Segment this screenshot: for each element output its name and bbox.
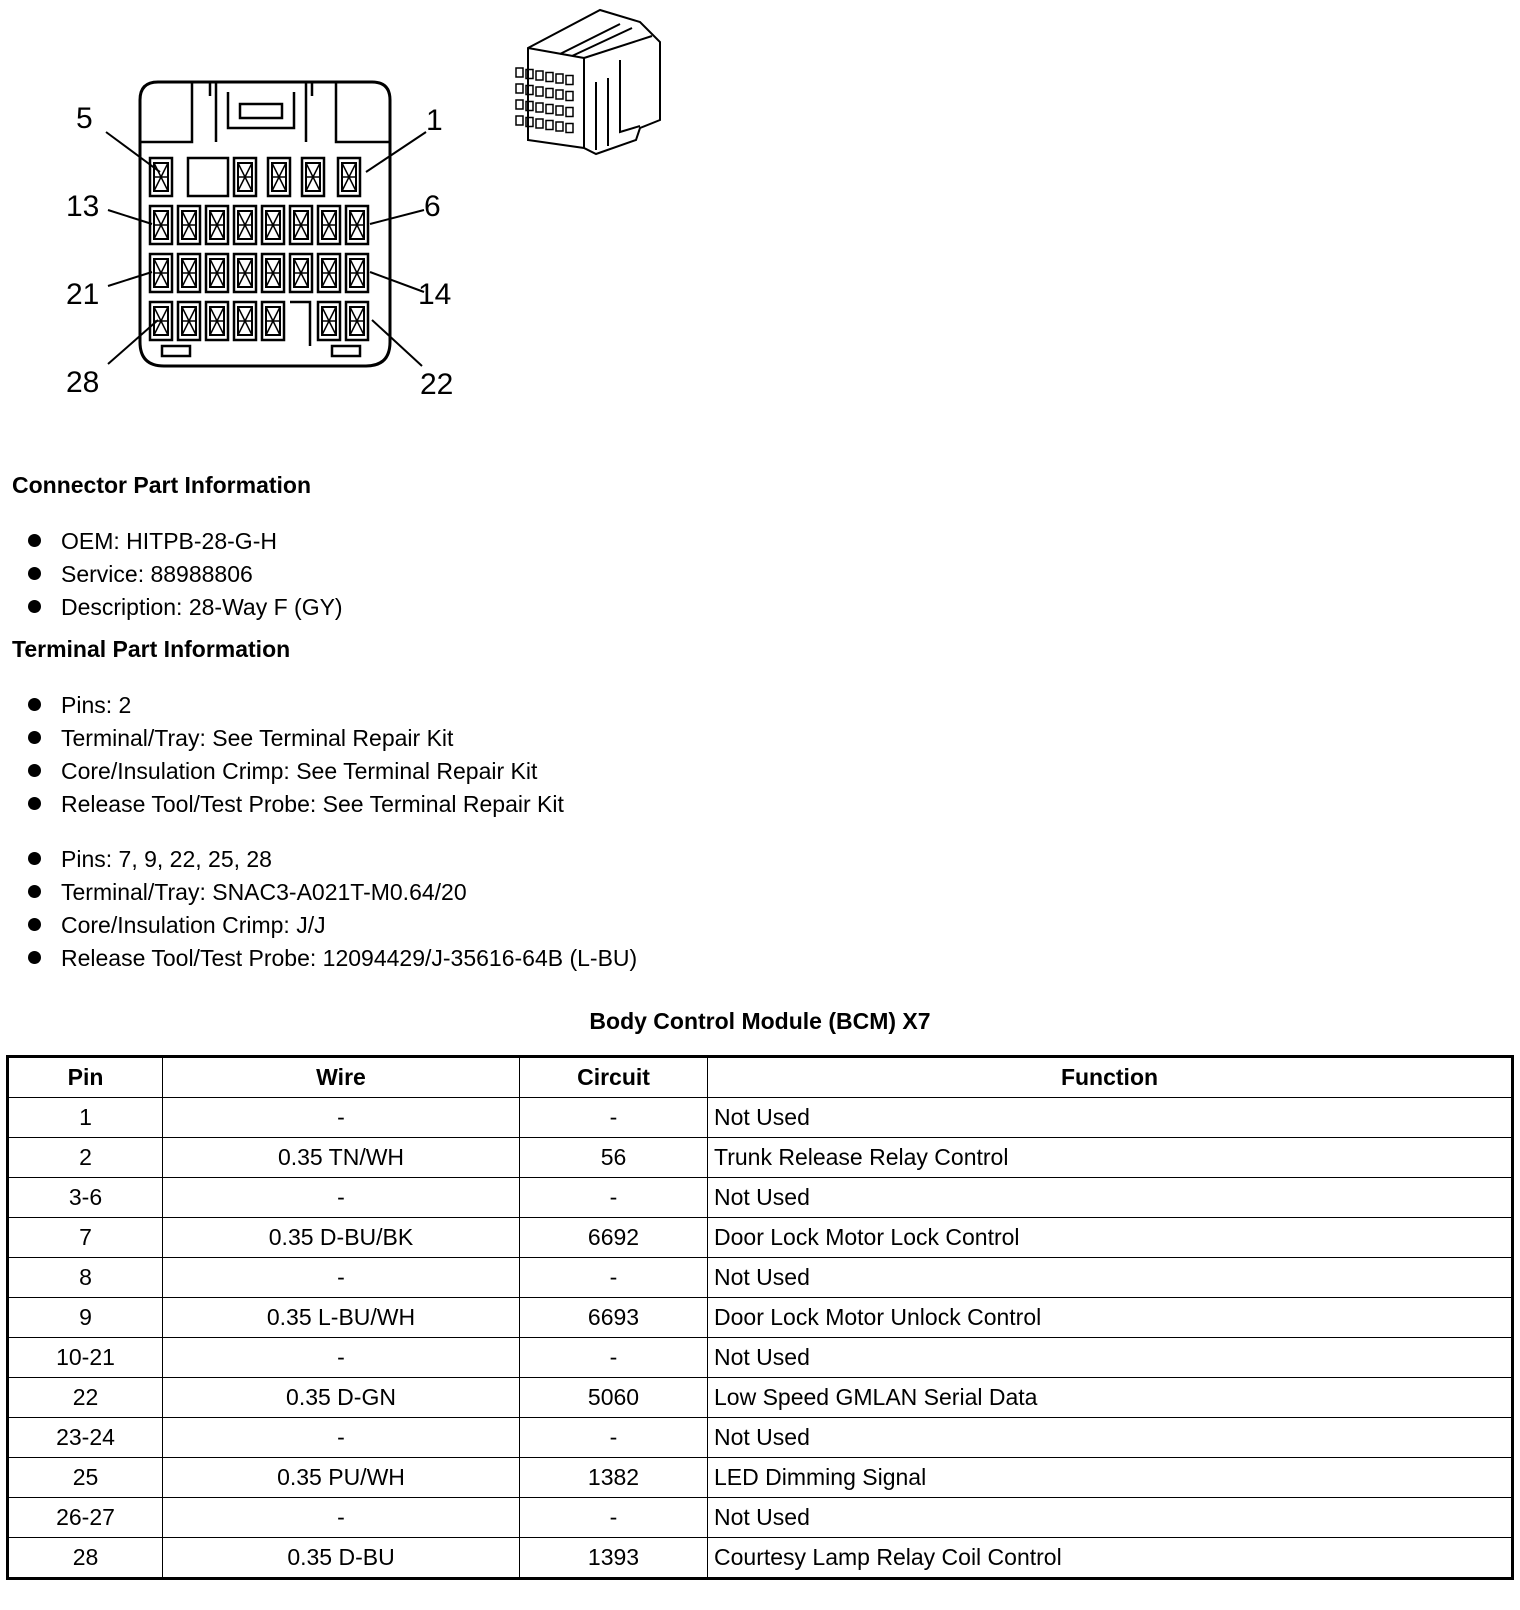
pin-label-6: 6 xyxy=(424,190,441,223)
3d-pin-cavity xyxy=(546,73,553,82)
table-row xyxy=(8,1338,1513,1378)
pin-cavity xyxy=(262,302,284,340)
pin-label-5: 5 xyxy=(76,102,93,135)
table-row xyxy=(8,1498,1513,1538)
table-row xyxy=(8,1178,1513,1218)
table-row xyxy=(8,1538,1513,1579)
pin-cavity xyxy=(150,302,172,340)
wire-cell: - xyxy=(163,1178,520,1218)
pin-cavity xyxy=(234,302,256,340)
wire-cell: 0.35 PU/WH xyxy=(163,1458,520,1498)
3d-pin-cavity xyxy=(566,124,573,133)
3d-pin-cavity xyxy=(566,92,573,101)
wire-cell: 0.35 D-BU/BK xyxy=(163,1218,520,1258)
column-header-circuit: Circuit xyxy=(520,1057,708,1098)
function-cell: Not Used xyxy=(708,1338,1513,1378)
table-row xyxy=(8,1458,1513,1498)
column-header-function: Function xyxy=(708,1057,1513,1098)
pin-cavity xyxy=(178,254,200,292)
circuit-cell: - xyxy=(520,1178,708,1218)
pin-cavity xyxy=(150,254,172,292)
3d-pin-cavity xyxy=(516,84,523,93)
3d-pin-cavity xyxy=(536,87,543,96)
pin-cavity xyxy=(262,206,284,244)
bullet-icon xyxy=(28,698,41,711)
list-item: Terminal/Tray: See Terminal Repair Kit xyxy=(28,722,564,755)
function-cell: Not Used xyxy=(708,1498,1513,1538)
circuit-cell: 5060 xyxy=(520,1378,708,1418)
list-item: Core/Insulation Crimp: See Terminal Repair Kit xyxy=(28,755,564,788)
pin-cavity xyxy=(206,254,228,292)
bullet-icon xyxy=(28,951,41,964)
pin-cavity xyxy=(290,206,312,244)
pin-label-22: 22 xyxy=(420,368,454,401)
wire-cell: 0.35 D-GN xyxy=(163,1378,520,1418)
pin-cavity xyxy=(234,158,256,196)
function-cell: Not Used xyxy=(708,1098,1513,1138)
bullet-icon xyxy=(28,885,41,898)
pin-cell: 2 xyxy=(8,1138,163,1178)
list-item: Release Tool/Test Probe: See Terminal Repair Kit xyxy=(28,788,564,821)
list-item: Service: 88988806 xyxy=(28,558,343,591)
wire-cell: 0.35 D-BU xyxy=(163,1538,520,1579)
function-cell: Not Used xyxy=(708,1258,1513,1298)
terminal-part-info-heading: Terminal Part Information xyxy=(12,636,291,662)
column-header-pin: Pin xyxy=(8,1057,163,1098)
list-item: Core/Insulation Crimp: J/J xyxy=(28,909,637,942)
pin-cavity xyxy=(302,158,324,196)
table-row xyxy=(8,1378,1513,1418)
wire-cell: - xyxy=(163,1498,520,1538)
3d-pin-cavity xyxy=(536,71,543,80)
3d-pin-cavity xyxy=(546,105,553,114)
bullet-icon xyxy=(28,852,41,865)
pin-cavity xyxy=(178,302,200,340)
table-header-row xyxy=(8,1057,1513,1098)
pin-cell: 28 xyxy=(8,1538,163,1579)
keying-gap xyxy=(290,302,310,346)
pin-cell: 7 xyxy=(8,1218,163,1258)
circuit-cell: - xyxy=(520,1098,708,1138)
pin-table-body xyxy=(8,1098,1513,1579)
circuit-cell: - xyxy=(520,1338,708,1378)
wire-cell: - xyxy=(163,1418,520,1458)
connector-part-info-list xyxy=(28,525,343,624)
bullet-icon xyxy=(28,764,41,777)
function-cell: Low Speed GMLAN Serial Data xyxy=(708,1378,1513,1418)
pin-cell: 23-24 xyxy=(8,1418,163,1458)
pin-cavity xyxy=(318,302,340,340)
pin-cell: 10-21 xyxy=(8,1338,163,1378)
pin-cavity xyxy=(150,206,172,244)
pin-cavity xyxy=(234,206,256,244)
function-cell: LED Dimming Signal xyxy=(708,1458,1513,1498)
pin-cavity xyxy=(346,254,368,292)
table-row xyxy=(8,1298,1513,1338)
3d-pin-cavity xyxy=(516,116,523,125)
pin-cavities xyxy=(150,158,368,346)
connector-latch xyxy=(140,82,390,142)
wire-cell: 0.35 L-BU/WH xyxy=(163,1298,520,1338)
wire-cell: - xyxy=(163,1258,520,1298)
pin-cell: 9 xyxy=(8,1298,163,1338)
3d-pin-cavity xyxy=(556,74,563,83)
circuit-cell: 1382 xyxy=(520,1458,708,1498)
bullet-icon xyxy=(28,534,41,547)
function-cell: Not Used xyxy=(708,1178,1513,1218)
3d-pin-cavity xyxy=(556,90,563,99)
pin-cell: 1 xyxy=(8,1098,163,1138)
3d-pin-cavity xyxy=(566,76,573,85)
circuit-cell: - xyxy=(520,1258,708,1298)
connector-part-info-heading: Connector Part Information xyxy=(12,472,312,498)
pin-label-28: 28 xyxy=(66,366,100,399)
3d-pin-cavity xyxy=(536,119,543,128)
table-row xyxy=(8,1098,1513,1138)
pin-cavity xyxy=(206,206,228,244)
pin-cavity xyxy=(338,158,360,196)
wire-cell: 0.35 TN/WH xyxy=(163,1138,520,1178)
pin-cell: 8 xyxy=(8,1258,163,1298)
function-cell: Door Lock Motor Unlock Control xyxy=(708,1298,1513,1338)
pin-cavity xyxy=(346,302,368,340)
table-row xyxy=(8,1418,1513,1458)
3d-pin-cavity xyxy=(556,122,563,131)
bullet-icon xyxy=(28,567,41,580)
pin-label-14: 14 xyxy=(418,278,452,311)
pin-table xyxy=(6,1055,1514,1580)
wire-cell: - xyxy=(163,1338,520,1378)
column-header-wire: Wire xyxy=(163,1057,520,1098)
3d-pin-cavity xyxy=(546,121,553,130)
function-cell: Door Lock Motor Lock Control xyxy=(708,1218,1513,1258)
pin-label-1: 1 xyxy=(426,104,443,137)
pin-cavity xyxy=(290,254,312,292)
pin-cavity xyxy=(150,158,172,196)
function-cell: Trunk Release Relay Control xyxy=(708,1138,1513,1178)
bullet-icon xyxy=(28,731,41,744)
list-item: Terminal/Tray: SNAC3-A021T-M0.64/20 xyxy=(28,876,637,909)
pin-cavity xyxy=(346,206,368,244)
list-item: Description: 28-Way F (GY) xyxy=(28,591,343,624)
pin-cavity xyxy=(234,254,256,292)
3d-pin-cavity xyxy=(546,89,553,98)
bullet-icon xyxy=(28,797,41,810)
list-item: OEM: HITPB-28-G-H xyxy=(28,525,343,558)
circuit-cell: 1393 xyxy=(520,1538,708,1579)
list-item: Pins: 2 xyxy=(28,689,564,722)
circuit-cell: 56 xyxy=(520,1138,708,1178)
circuit-cell: - xyxy=(520,1498,708,1538)
pin-label-13: 13 xyxy=(66,190,100,223)
pin-cavity xyxy=(318,254,340,292)
table-row xyxy=(8,1218,1513,1258)
pin-cavity xyxy=(178,206,200,244)
3d-pin-cavity xyxy=(566,108,573,117)
circuit-cell: 6692 xyxy=(520,1218,708,1258)
circuit-cell: - xyxy=(520,1418,708,1458)
pin-cell: 26-27 xyxy=(8,1498,163,1538)
pin-cavity xyxy=(262,254,284,292)
table-row xyxy=(8,1138,1513,1178)
pin-cell: 25 xyxy=(8,1458,163,1498)
circuit-cell: 6693 xyxy=(520,1298,708,1338)
pin-table-title: Body Control Module (BCM) X7 xyxy=(589,1008,931,1034)
terminal-group-2-list xyxy=(28,843,637,975)
connector-bottom-tabs xyxy=(162,346,360,356)
pin-cavity xyxy=(206,302,228,340)
bullet-icon xyxy=(28,600,41,613)
keying-slot xyxy=(188,158,228,196)
table-row xyxy=(8,1258,1513,1298)
wire-cell: - xyxy=(163,1098,520,1138)
3d-pin-cavity xyxy=(536,103,543,112)
3d-pin-cavities xyxy=(516,68,573,133)
connector-3d-view xyxy=(516,10,660,154)
pin-cavity xyxy=(318,206,340,244)
list-item: Release Tool/Test Probe: 12094429/J-35616-64B (L-BU) xyxy=(28,942,637,975)
3d-pin-cavity xyxy=(556,106,563,115)
connector-face-diagram xyxy=(0,0,700,420)
terminal-group-1-list xyxy=(28,689,564,821)
function-cell: Courtesy Lamp Relay Coil Control xyxy=(708,1538,1513,1579)
3d-pin-cavity xyxy=(516,68,523,77)
3d-pin-cavity xyxy=(516,100,523,109)
list-item: Pins: 7, 9, 22, 25, 28 xyxy=(28,843,637,876)
bullet-icon xyxy=(28,918,41,931)
pin-cavity xyxy=(268,158,290,196)
pin-cell: 22 xyxy=(8,1378,163,1418)
function-cell: Not Used xyxy=(708,1418,1513,1458)
pin-cell: 3-6 xyxy=(8,1178,163,1218)
pin-label-21: 21 xyxy=(66,278,100,311)
